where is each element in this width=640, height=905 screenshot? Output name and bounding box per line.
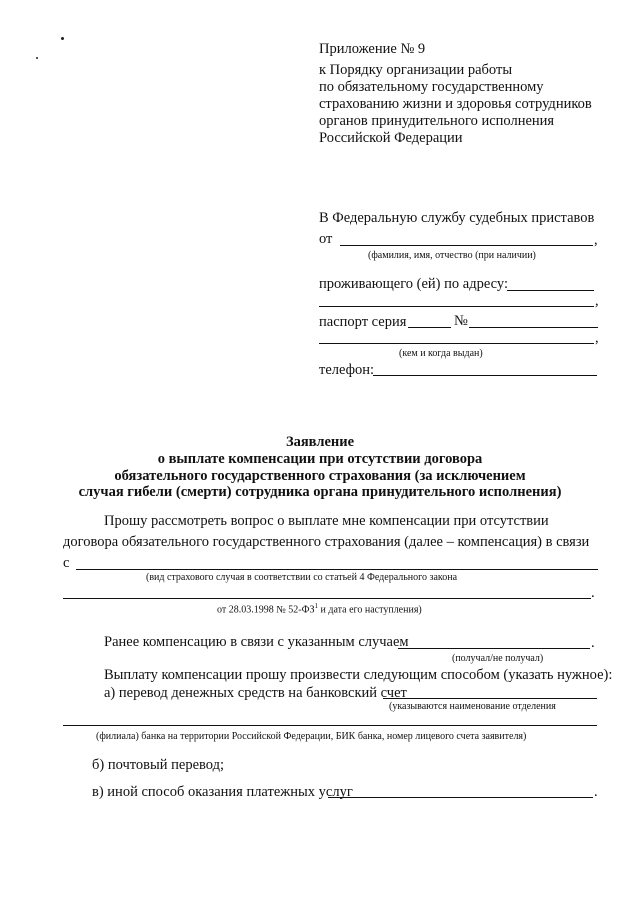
from-comma: , <box>594 232 598 248</box>
title-line-4: случая гибели (смерти) сотрудника органа принудительного исполнения) <box>78 484 562 500</box>
title-line-3: обязательного государственного страхования (за исключением <box>114 468 526 484</box>
phone-label: телефон: <box>319 362 375 378</box>
addressee: В Федеральную службу судебных приставов <box>319 210 595 226</box>
passport-comma: , <box>595 330 599 346</box>
phone-field[interactable] <box>373 375 597 376</box>
case-hint-1: (вид страхового случая в соответствии со статьей 4 Федерального закона <box>146 572 458 583</box>
appendix-title: Приложение № 9 <box>319 41 426 57</box>
earlier-compensation-label: Ранее компенсацию в связи с указанным случаем <box>104 634 409 650</box>
address-label: проживающего (ей) по адресу: <box>319 276 508 292</box>
address-field-2[interactable] <box>319 306 594 307</box>
scan-mark <box>61 37 64 40</box>
passport-number-field[interactable] <box>469 327 598 328</box>
passport-series-field[interactable] <box>408 327 451 328</box>
passport-issued-field[interactable] <box>319 343 594 344</box>
from-name-field[interactable] <box>340 245 593 246</box>
payment-method-label: Выплату компенсации прошу произвести следующим способом (указать нужное): <box>104 667 613 683</box>
insured-case-field[interactable] <box>76 569 598 570</box>
passport-label: паспорт серия <box>319 314 407 330</box>
issued-hint: (кем и когда выдан) <box>399 348 483 359</box>
bank-hint-1: (указываются наименование отделения <box>389 701 556 712</box>
earlier-period: . <box>591 635 595 651</box>
received-hint: (получал/не получал) <box>452 653 544 664</box>
appendix-line-5: Российской Федерации <box>319 130 463 146</box>
case-period: . <box>591 585 595 601</box>
appendix-line-3: страхованию жизни и здоровья сотрудников <box>319 96 592 112</box>
body-para1-c: с <box>63 555 70 571</box>
case-hint-2: от 28.03.1998 № $52-ФЗ^1$ и дата его наступления) <box>217 602 422 616</box>
appendix-line-1: к Порядку организации работы <box>319 62 513 78</box>
passport-number-label: № <box>454 313 468 329</box>
option-a-label[interactable]: а) перевод денежных средств на банковский счет <box>104 685 407 701</box>
scan-mark <box>36 57 38 59</box>
document-title: Заявление <box>285 434 355 450</box>
body-para1-line2: договора обязательного государственного страхования (далее – компенсация) в связи <box>63 534 590 550</box>
earlier-compensation-field[interactable] <box>398 648 590 649</box>
title-line-2: о выплате компенсации при отсутствии договора <box>157 451 483 467</box>
bank-hint-2: (филиала) банка на территории Российской Федерации, БИК банка, номер лицевого счета заявителя) <box>96 731 527 742</box>
address-field-1[interactable] <box>507 290 594 291</box>
name-hint: (фамилия, имя, отчество (при наличии) <box>368 250 536 261</box>
option-c-period: . <box>594 784 598 800</box>
insured-case-field-2[interactable] <box>63 598 591 599</box>
other-payment-field[interactable] <box>328 797 593 798</box>
from-label: от <box>319 231 333 247</box>
appendix-line-2: по обязательному государственному <box>319 79 544 95</box>
option-b-label[interactable]: б) почтовый перевод; <box>92 757 224 773</box>
option-c-label[interactable]: в) иной способ оказания платежных услуг <box>92 784 353 800</box>
bank-account-field-2[interactable] <box>63 725 597 726</box>
body-para1-line1: Прошу рассмотреть вопрос о выплате мне компенсации при отсутствии <box>104 513 549 529</box>
bank-account-field[interactable] <box>383 698 597 699</box>
address-comma: , <box>595 293 599 309</box>
appendix-line-4: органов принудительного исполнения <box>319 113 555 129</box>
